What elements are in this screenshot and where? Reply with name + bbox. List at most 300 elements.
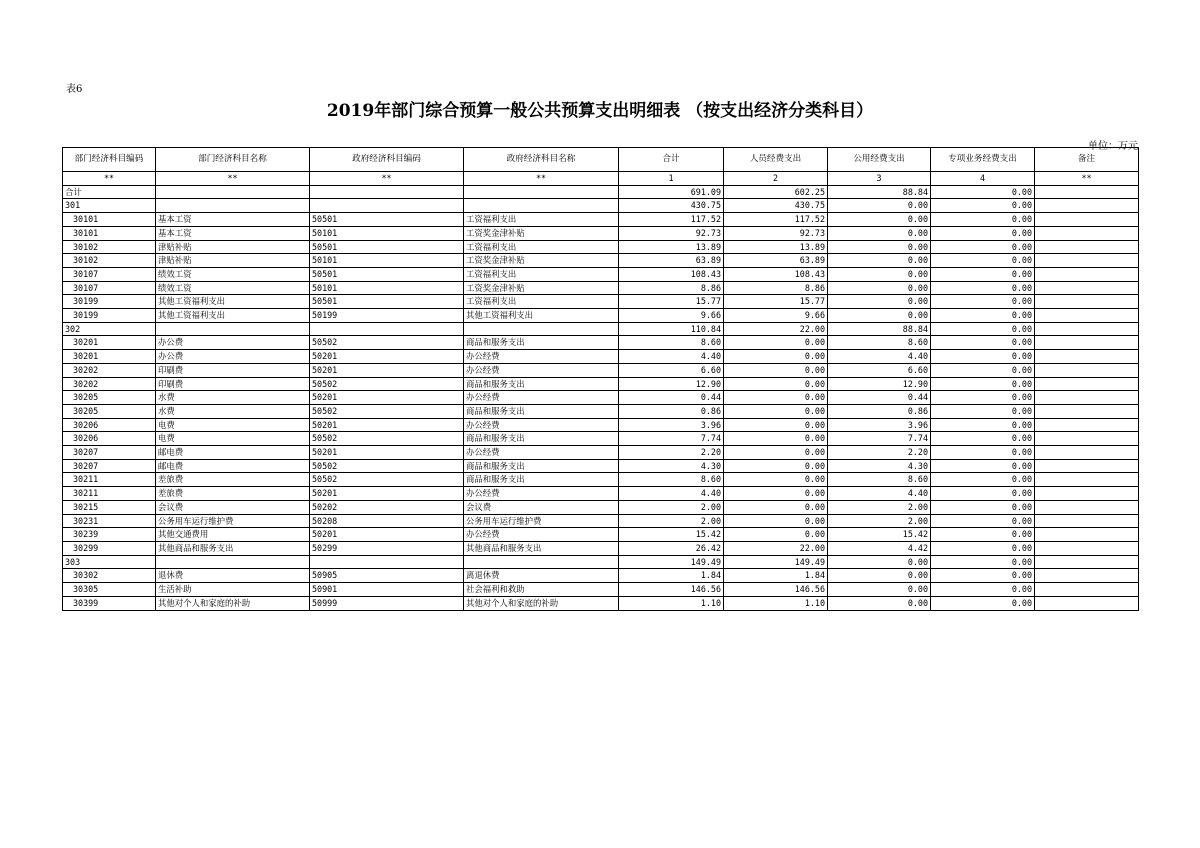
col-header-dept-code: 部门经济科目编码 <box>63 148 156 172</box>
note-cell <box>1035 281 1139 295</box>
public-cell: 3.96 <box>828 418 931 432</box>
total-cell: 9.66 <box>619 309 724 323</box>
index-cell: ** <box>156 172 310 186</box>
total-cell: 0.86 <box>619 404 724 418</box>
total-cell: 92.73 <box>619 226 724 240</box>
gov-code-cell: 50501 <box>310 295 464 309</box>
gov-name-cell: 办公经费 <box>464 528 619 542</box>
gov-name-cell: 工资奖金津补贴 <box>464 226 619 240</box>
table-row <box>63 199 1139 213</box>
personnel-cell: 0.00 <box>724 377 828 391</box>
gov-code-cell: 50901 <box>310 583 464 597</box>
dept-code-cell: 30305 <box>63 583 156 597</box>
gov-code-cell: 50501 <box>310 267 464 281</box>
col-header-note: 备注 <box>1035 148 1139 172</box>
personnel-cell: 0.00 <box>724 514 828 528</box>
index-cell: 4 <box>931 172 1035 186</box>
special-cell: 0.00 <box>931 514 1035 528</box>
gov-code-cell: 50201 <box>310 350 464 364</box>
gov-name-cell: 工资福利支出 <box>464 295 619 309</box>
gov-name-cell: 办公经费 <box>464 391 619 405</box>
note-cell <box>1035 596 1139 610</box>
table-row <box>63 541 1139 555</box>
personnel-cell: 149.49 <box>724 555 828 569</box>
table-row <box>63 528 1139 542</box>
dept-name-cell: 公务用车运行维护费 <box>156 514 310 528</box>
dept-code-cell: 合计 <box>63 185 156 199</box>
table-row <box>63 500 1139 514</box>
special-cell: 0.00 <box>931 309 1035 323</box>
dept-code-cell: 30201 <box>63 350 156 364</box>
special-cell: 0.00 <box>931 418 1035 432</box>
dept-name-cell: 基本工资 <box>156 213 310 227</box>
gov-name-cell: 商品和服务支出 <box>464 432 619 446</box>
gov-name-cell: 工资奖金津补贴 <box>464 281 619 295</box>
gov-code-cell: 50199 <box>310 309 464 323</box>
special-cell: 0.00 <box>931 377 1035 391</box>
special-cell: 0.00 <box>931 473 1035 487</box>
note-cell <box>1035 240 1139 254</box>
public-cell: 0.86 <box>828 404 931 418</box>
total-cell: 63.89 <box>619 254 724 268</box>
personnel-cell: 117.52 <box>724 213 828 227</box>
public-cell: 0.00 <box>828 555 931 569</box>
gov-name-cell: 商品和服务支出 <box>464 404 619 418</box>
note-cell <box>1035 350 1139 364</box>
personnel-cell: 8.86 <box>724 281 828 295</box>
personnel-cell: 0.00 <box>724 487 828 501</box>
special-cell: 0.00 <box>931 404 1035 418</box>
special-cell: 0.00 <box>931 185 1035 199</box>
table-row <box>63 487 1139 501</box>
gov-name-cell: 商品和服务支出 <box>464 473 619 487</box>
table-number: 表6 <box>66 84 83 95</box>
dept-code-cell: 30199 <box>63 295 156 309</box>
header-row <box>63 148 1139 172</box>
note-cell <box>1035 418 1139 432</box>
note-cell <box>1035 254 1139 268</box>
note-cell <box>1035 309 1139 323</box>
col-header-special: 专项业务经费支出 <box>931 148 1035 172</box>
personnel-cell: 0.00 <box>724 418 828 432</box>
public-cell: 2.00 <box>828 514 931 528</box>
gov-code-cell: 50502 <box>310 432 464 446</box>
col-header-dept-name: 部门经济科目名称 <box>156 148 310 172</box>
gov-code-cell: 50502 <box>310 473 464 487</box>
dept-code-cell: 303 <box>63 555 156 569</box>
dept-code-cell: 30202 <box>63 377 156 391</box>
table-row <box>63 583 1139 597</box>
personnel-cell: 430.75 <box>724 199 828 213</box>
gov-name-cell <box>464 185 619 199</box>
unit-label: 单位：万元 <box>1088 141 1138 152</box>
dept-name-cell: 绩效工资 <box>156 267 310 281</box>
total-cell: 8.60 <box>619 473 724 487</box>
note-cell <box>1035 185 1139 199</box>
gov-code-cell: 50501 <box>310 213 464 227</box>
gov-name-cell: 商品和服务支出 <box>464 377 619 391</box>
table-row <box>63 254 1139 268</box>
public-cell: 88.84 <box>828 322 931 336</box>
gov-name-cell: 社会福利和救助 <box>464 583 619 597</box>
table-row <box>63 459 1139 473</box>
table-row <box>63 391 1139 405</box>
gov-name-cell: 工资奖金津补贴 <box>464 254 619 268</box>
gov-name-cell <box>464 322 619 336</box>
dept-code-cell: 30206 <box>63 432 156 446</box>
special-cell: 0.00 <box>931 350 1035 364</box>
special-cell: 0.00 <box>931 500 1035 514</box>
public-cell: 4.42 <box>828 541 931 555</box>
note-cell <box>1035 295 1139 309</box>
personnel-cell: 0.00 <box>724 500 828 514</box>
dept-code-cell: 30231 <box>63 514 156 528</box>
table-row <box>63 309 1139 323</box>
gov-name-cell: 工资福利支出 <box>464 267 619 281</box>
dept-code-cell: 30302 <box>63 569 156 583</box>
gov-name-cell: 办公经费 <box>464 487 619 501</box>
note-cell <box>1035 391 1139 405</box>
total-cell: 117.52 <box>619 213 724 227</box>
dept-name-cell: 电费 <box>156 432 310 446</box>
col-header-public: 公用经费支出 <box>828 148 931 172</box>
public-cell: 2.00 <box>828 500 931 514</box>
note-cell <box>1035 487 1139 501</box>
gov-name-cell: 公务用车运行维护费 <box>464 514 619 528</box>
table-row <box>63 240 1139 254</box>
personnel-cell: 22.00 <box>724 541 828 555</box>
index-cell: 3 <box>828 172 931 186</box>
dept-name-cell <box>156 199 310 213</box>
note-cell <box>1035 500 1139 514</box>
dept-code-cell: 30101 <box>63 226 156 240</box>
gov-code-cell: 50502 <box>310 377 464 391</box>
table-row <box>63 267 1139 281</box>
personnel-cell: 92.73 <box>724 226 828 240</box>
col-header-gov-code: 政府经济科目编码 <box>310 148 464 172</box>
public-cell: 0.00 <box>828 281 931 295</box>
dept-name-cell: 印刷费 <box>156 377 310 391</box>
note-cell <box>1035 473 1139 487</box>
personnel-cell: 22.00 <box>724 322 828 336</box>
col-header-gov-name: 政府经济科目名称 <box>464 148 619 172</box>
public-cell: 0.00 <box>828 226 931 240</box>
dept-name-cell: 差旅费 <box>156 487 310 501</box>
total-cell: 108.43 <box>619 267 724 281</box>
index-cell: ** <box>1035 172 1139 186</box>
gov-code-cell <box>310 555 464 569</box>
public-cell: 0.00 <box>828 254 931 268</box>
table-row <box>63 446 1139 460</box>
special-cell: 0.00 <box>931 240 1035 254</box>
dept-name-cell: 津贴补贴 <box>156 240 310 254</box>
gov-name-cell <box>464 555 619 569</box>
table-row <box>63 596 1139 610</box>
gov-code-cell: 50201 <box>310 487 464 501</box>
table-row <box>63 281 1139 295</box>
special-cell: 0.00 <box>931 391 1035 405</box>
note-cell <box>1035 541 1139 555</box>
personnel-cell: 0.00 <box>724 459 828 473</box>
gov-name-cell: 商品和服务支出 <box>464 459 619 473</box>
note-cell <box>1035 226 1139 240</box>
dept-code-cell: 30239 <box>63 528 156 542</box>
gov-code-cell: 50201 <box>310 391 464 405</box>
note-cell <box>1035 267 1139 281</box>
public-cell: 0.44 <box>828 391 931 405</box>
dept-code-cell: 30206 <box>63 418 156 432</box>
col-header-total: 合计 <box>619 148 724 172</box>
public-cell: 2.20 <box>828 446 931 460</box>
total-cell: 26.42 <box>619 541 724 555</box>
gov-name-cell: 办公经费 <box>464 350 619 364</box>
table-row <box>63 473 1139 487</box>
dept-code-cell: 30205 <box>63 404 156 418</box>
special-cell: 0.00 <box>931 569 1035 583</box>
note-cell <box>1035 199 1139 213</box>
public-cell: 4.40 <box>828 487 931 501</box>
dept-name-cell: 津贴补贴 <box>156 254 310 268</box>
personnel-cell: 0.00 <box>724 391 828 405</box>
public-cell: 0.00 <box>828 583 931 597</box>
total-cell: 430.75 <box>619 199 724 213</box>
personnel-cell: 0.00 <box>724 528 828 542</box>
dept-name-cell: 差旅费 <box>156 473 310 487</box>
total-cell: 8.86 <box>619 281 724 295</box>
dept-name-cell: 邮电费 <box>156 446 310 460</box>
gov-code-cell <box>310 199 464 213</box>
public-cell: 15.42 <box>828 528 931 542</box>
personnel-cell: 1.10 <box>724 596 828 610</box>
gov-name-cell: 其他对个人和家庭的补助 <box>464 596 619 610</box>
note-cell <box>1035 514 1139 528</box>
personnel-cell: 0.00 <box>724 404 828 418</box>
special-cell: 0.00 <box>931 281 1035 295</box>
special-cell: 0.00 <box>931 555 1035 569</box>
dept-name-cell: 退休费 <box>156 569 310 583</box>
note-cell <box>1035 446 1139 460</box>
special-cell: 0.00 <box>931 596 1035 610</box>
table-row <box>63 185 1139 199</box>
total-cell: 2.20 <box>619 446 724 460</box>
gov-name-cell: 办公经费 <box>464 446 619 460</box>
personnel-cell: 602.25 <box>724 185 828 199</box>
dept-name-cell: 其他交通费用 <box>156 528 310 542</box>
gov-name-cell: 离退休费 <box>464 569 619 583</box>
gov-name-cell: 其他工资福利支出 <box>464 309 619 323</box>
total-cell: 3.96 <box>619 418 724 432</box>
dept-code-cell: 30107 <box>63 281 156 295</box>
dept-name-cell <box>156 555 310 569</box>
dept-name-cell: 水费 <box>156 404 310 418</box>
personnel-cell: 0.00 <box>724 432 828 446</box>
special-cell: 0.00 <box>931 446 1035 460</box>
special-cell: 0.00 <box>931 583 1035 597</box>
note-cell <box>1035 213 1139 227</box>
table-row <box>63 213 1139 227</box>
dept-code-cell: 30202 <box>63 363 156 377</box>
table-row <box>63 350 1139 364</box>
gov-code-cell: 50999 <box>310 596 464 610</box>
special-cell: 0.00 <box>931 267 1035 281</box>
table-row <box>63 404 1139 418</box>
note-cell <box>1035 404 1139 418</box>
personnel-cell: 0.00 <box>724 363 828 377</box>
index-cell: ** <box>310 172 464 186</box>
col-header-personnel: 人员经费支出 <box>724 148 828 172</box>
public-cell: 0.00 <box>828 596 931 610</box>
personnel-cell: 0.00 <box>724 446 828 460</box>
gov-code-cell: 50502 <box>310 404 464 418</box>
dept-name-cell <box>156 185 310 199</box>
note-cell <box>1035 377 1139 391</box>
index-cell: 2 <box>724 172 828 186</box>
table-row <box>63 363 1139 377</box>
note-cell <box>1035 583 1139 597</box>
gov-code-cell <box>310 185 464 199</box>
total-cell: 8.60 <box>619 336 724 350</box>
personnel-cell: 146.56 <box>724 583 828 597</box>
index-row <box>63 172 1139 186</box>
total-cell: 4.40 <box>619 350 724 364</box>
gov-code-cell: 50299 <box>310 541 464 555</box>
note-cell <box>1035 432 1139 446</box>
dept-code-cell: 30211 <box>63 473 156 487</box>
note-cell <box>1035 459 1139 473</box>
public-cell: 0.00 <box>828 240 931 254</box>
gov-name-cell: 工资福利支出 <box>464 213 619 227</box>
dept-name-cell: 其他对个人和家庭的补助 <box>156 596 310 610</box>
dept-code-cell: 30207 <box>63 459 156 473</box>
index-cell: ** <box>464 172 619 186</box>
gov-code-cell: 50201 <box>310 446 464 460</box>
total-cell: 2.00 <box>619 514 724 528</box>
personnel-cell: 9.66 <box>724 309 828 323</box>
dept-code-cell: 30299 <box>63 541 156 555</box>
gov-code-cell <box>310 322 464 336</box>
dept-code-cell: 30207 <box>63 446 156 460</box>
personnel-cell: 0.00 <box>724 336 828 350</box>
gov-code-cell: 50101 <box>310 254 464 268</box>
gov-name-cell: 办公经费 <box>464 418 619 432</box>
table-row <box>63 226 1139 240</box>
special-cell: 0.00 <box>931 541 1035 555</box>
dept-name-cell: 生活补助 <box>156 583 310 597</box>
dept-code-cell: 30107 <box>63 267 156 281</box>
total-cell: 6.60 <box>619 363 724 377</box>
special-cell: 0.00 <box>931 199 1035 213</box>
total-cell: 110.84 <box>619 322 724 336</box>
total-cell: 691.09 <box>619 185 724 199</box>
gov-name-cell: 其他商品和服务支出 <box>464 541 619 555</box>
dept-code-cell: 30102 <box>63 240 156 254</box>
dept-name-cell: 其他工资福利支出 <box>156 309 310 323</box>
public-cell: 12.90 <box>828 377 931 391</box>
special-cell: 0.00 <box>931 322 1035 336</box>
public-cell: 7.74 <box>828 432 931 446</box>
dept-code-cell: 30101 <box>63 213 156 227</box>
gov-code-cell: 50201 <box>310 528 464 542</box>
note-cell <box>1035 528 1139 542</box>
dept-code-cell: 30215 <box>63 500 156 514</box>
dept-code-cell: 30201 <box>63 336 156 350</box>
gov-code-cell: 50101 <box>310 281 464 295</box>
personnel-cell: 13.89 <box>724 240 828 254</box>
special-cell: 0.00 <box>931 459 1035 473</box>
gov-code-cell: 50201 <box>310 363 464 377</box>
dept-code-cell: 30205 <box>63 391 156 405</box>
dept-name-cell: 电费 <box>156 418 310 432</box>
special-cell: 0.00 <box>931 487 1035 501</box>
public-cell: 0.00 <box>828 213 931 227</box>
gov-name-cell: 会议费 <box>464 500 619 514</box>
dept-name-cell: 办公费 <box>156 350 310 364</box>
public-cell: 4.30 <box>828 459 931 473</box>
special-cell: 0.00 <box>931 432 1035 446</box>
dept-name-cell: 绩效工资 <box>156 281 310 295</box>
dept-code-cell: 301 <box>63 199 156 213</box>
total-cell: 149.49 <box>619 555 724 569</box>
dept-name-cell: 水费 <box>156 391 310 405</box>
total-cell: 15.77 <box>619 295 724 309</box>
note-cell <box>1035 336 1139 350</box>
special-cell: 0.00 <box>931 363 1035 377</box>
special-cell: 0.00 <box>931 528 1035 542</box>
gov-code-cell: 50905 <box>310 569 464 583</box>
note-cell <box>1035 555 1139 569</box>
page-title: 2019年部门综合预算一般公共预算支出明细表 （按支出经济分类科目） <box>326 101 874 121</box>
public-cell: 8.60 <box>828 336 931 350</box>
gov-code-cell: 50502 <box>310 336 464 350</box>
total-cell: 4.30 <box>619 459 724 473</box>
dept-name-cell: 会议费 <box>156 500 310 514</box>
total-cell: 2.00 <box>619 500 724 514</box>
gov-code-cell: 50208 <box>310 514 464 528</box>
public-cell: 6.60 <box>828 363 931 377</box>
dept-name-cell <box>156 322 310 336</box>
dept-code-cell: 30199 <box>63 309 156 323</box>
dept-name-cell: 其他商品和服务支出 <box>156 541 310 555</box>
dept-code-cell: 302 <box>63 322 156 336</box>
personnel-cell: 108.43 <box>724 267 828 281</box>
gov-name-cell: 工资福利支出 <box>464 240 619 254</box>
table-row <box>63 336 1139 350</box>
gov-name-cell <box>464 199 619 213</box>
special-cell: 0.00 <box>931 254 1035 268</box>
total-cell: 15.42 <box>619 528 724 542</box>
special-cell: 0.00 <box>931 336 1035 350</box>
table-row <box>63 432 1139 446</box>
dept-code-cell: 30102 <box>63 254 156 268</box>
total-cell: 7.74 <box>619 432 724 446</box>
total-cell: 146.56 <box>619 583 724 597</box>
table-row <box>63 514 1139 528</box>
gov-code-cell: 50101 <box>310 226 464 240</box>
table-row <box>63 555 1139 569</box>
note-cell <box>1035 569 1139 583</box>
dept-name-cell: 基本工资 <box>156 226 310 240</box>
total-cell: 13.89 <box>619 240 724 254</box>
total-cell: 0.44 <box>619 391 724 405</box>
dept-name-cell: 印刷费 <box>156 363 310 377</box>
personnel-cell: 1.84 <box>724 569 828 583</box>
personnel-cell: 0.00 <box>724 473 828 487</box>
public-cell: 88.84 <box>828 185 931 199</box>
gov-code-cell: 50201 <box>310 418 464 432</box>
table-row <box>63 418 1139 432</box>
gov-code-cell: 50502 <box>310 459 464 473</box>
table-row <box>63 295 1139 309</box>
